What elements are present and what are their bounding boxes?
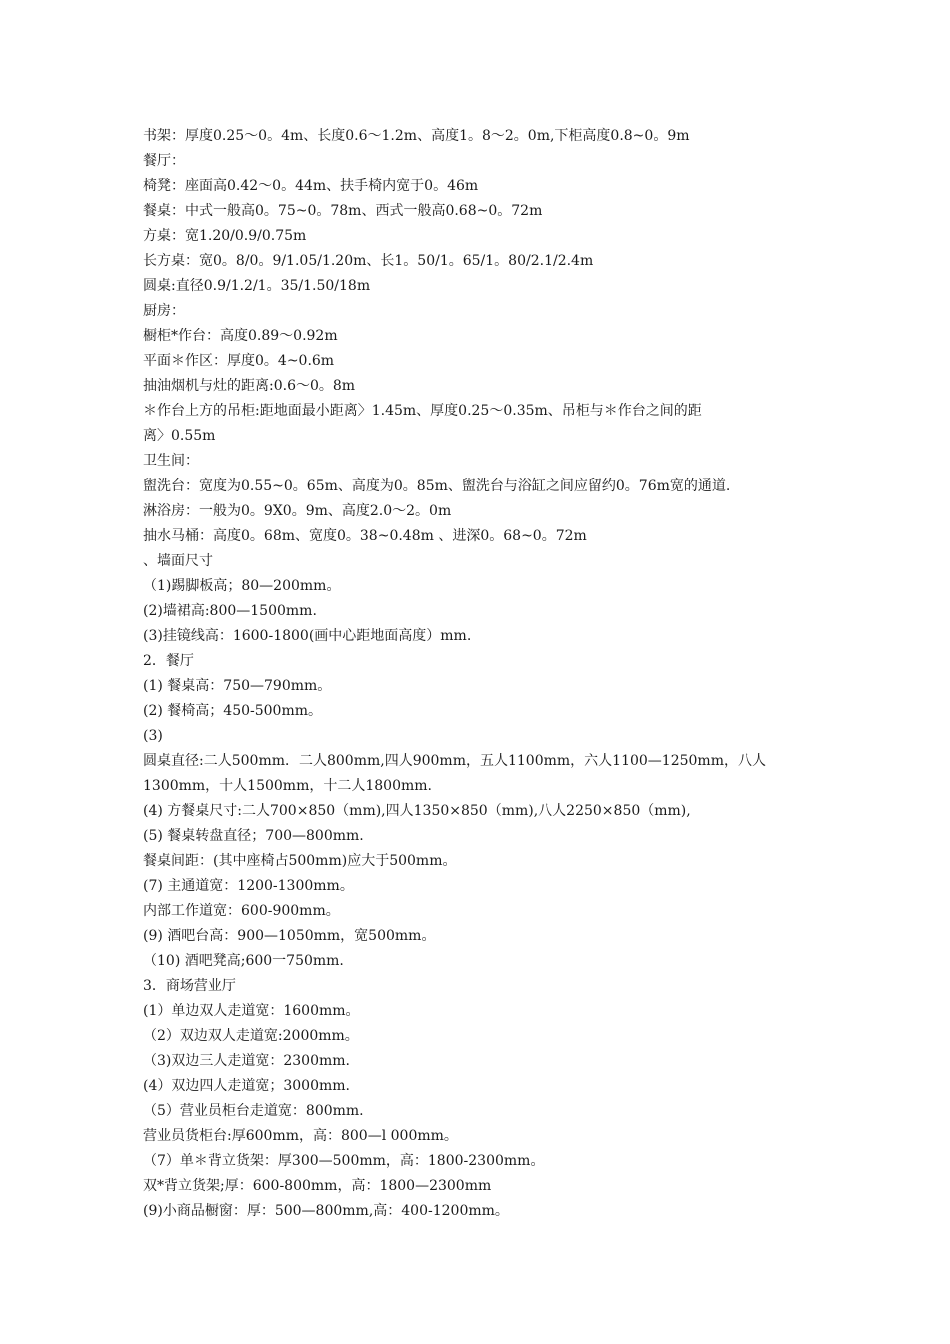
section-heading-wall: 、墙面尺寸 <box>143 553 213 569</box>
list-item: （2）双边双人走道宽:2000mm。 <box>143 1028 359 1044</box>
text-line: 长方桌：宽0。8/0。9/1.05/1.20m、长1。50/1。65/1。80/2.1/2.4m <box>143 253 594 269</box>
text-line: 淋浴房：一般为0。9X0。9m、高度2.0～2。0m <box>143 503 452 519</box>
section-heading-dining: 餐厅： <box>143 153 185 169</box>
list-item: 双*背立货架;厚：600-800mm，高：1800—2300mm <box>143 1178 492 1194</box>
list-item: (2)墙裙高:800—1500mm. <box>143 603 317 619</box>
list-item: （3)双边三人走道宽：2300mm. <box>143 1053 350 1069</box>
list-item: 餐桌间距：(其中座椅占500mm)应大于500mm。 <box>143 853 457 869</box>
list-item: (2) 餐椅高；450-500mm。 <box>143 703 323 719</box>
list-item: 圆桌直径:二人500mm．二人800mm,四人900mm，五人1100mm，六人1100—1250mm，八人 <box>143 753 766 769</box>
list-item: （1)踢脚板高；80—200mm。 <box>143 578 341 594</box>
list-item: (1) 餐桌高：750—790mm。 <box>143 678 332 694</box>
text-line: 橱柜*作台：高度0.89～0.92m <box>143 328 338 344</box>
section-heading-restaurant: 2．餐厅 <box>143 653 194 669</box>
list-item: （5）营业员柜台走道宽：800mm. <box>143 1103 364 1119</box>
text-line: 书架：厚度0.25～0。4m、长度0.6～1.2m、高度1。8～2。0m,下柜高度0.8~0。9m <box>143 128 690 144</box>
text-line: ＊作台上方的吊柜:距地面最小距离〉1.45m、厚度0.25～0.35m、吊柜与＊作台之间的距 <box>143 403 702 419</box>
section-heading-kitchen: 厨房： <box>143 303 185 319</box>
text-line: 平面＊作区：厚度0。4~0.6m <box>143 353 335 369</box>
section-heading-mall: 3．商场营业厅 <box>143 978 236 994</box>
list-item: (5) 餐桌转盘直径；700—800mm. <box>143 828 364 844</box>
list-item: 营业员货柜台:厚600mm，高：800—l 000mm。 <box>143 1128 458 1144</box>
list-item: 内部工作道宽：600-900mm。 <box>143 903 340 919</box>
list-item: (9)小商品橱窗：厚：500—800mm,高：400-1200mm。 <box>143 1203 509 1219</box>
list-item: (4）双边四人走道宽；3000mm. <box>143 1078 350 1094</box>
text-line: 抽水马桶：高度0。68m、宽度0。38~0.48m 、进深0。68~0。72m <box>143 528 587 544</box>
text-line: 圆桌:直径0.9/1.2/1。35/1.50/18m <box>143 278 371 294</box>
document-body <box>143 124 823 1224</box>
list-item: (3) <box>143 728 163 744</box>
list-item: (4) 方餐桌尺寸:二人700×850（mm),四人1350×850（mm),八人2250×850（mm), <box>143 803 691 819</box>
list-item: (1）单边双人走道宽：1600mm。 <box>143 1003 360 1019</box>
text-line: 抽油烟机与灶的距离:0.6～0。8m <box>143 378 356 394</box>
text-line: 餐桌：中式一般高0。75~0。78m、西式一般高0.68~0。72m <box>143 203 543 219</box>
text-line: 盥洗台：宽度为0.55~0。65m、高度为0。85m、盥洗台与浴缸之间应留约0。76m宽的通道. <box>143 478 731 494</box>
list-item: 1300mm，十人1500mm，十二人1800mm. <box>143 778 432 794</box>
list-item: (9) 酒吧台高：900—1050mm，宽500mm。 <box>143 928 436 944</box>
list-item: （7）单＊背立货架：厚300—500mm，高：1800-2300mm。 <box>143 1153 545 1169</box>
text-line: 离〉0.55m <box>143 428 216 444</box>
section-heading-bathroom: 卫生间： <box>143 453 199 469</box>
list-item: (3)挂镜线高：1600-1800(画中心距地面高度）mm. <box>143 628 472 644</box>
list-item: (7) 主通道宽：1200-1300mm。 <box>143 878 354 894</box>
text-line: 方桌：宽1.20/0.9/0.75m <box>143 228 307 244</box>
text-line: 椅凳：座面高0.42～0。44m、扶手椅内宽于0。46m <box>143 178 479 194</box>
list-item: （10) 酒吧凳高;600一750mm. <box>143 953 344 969</box>
